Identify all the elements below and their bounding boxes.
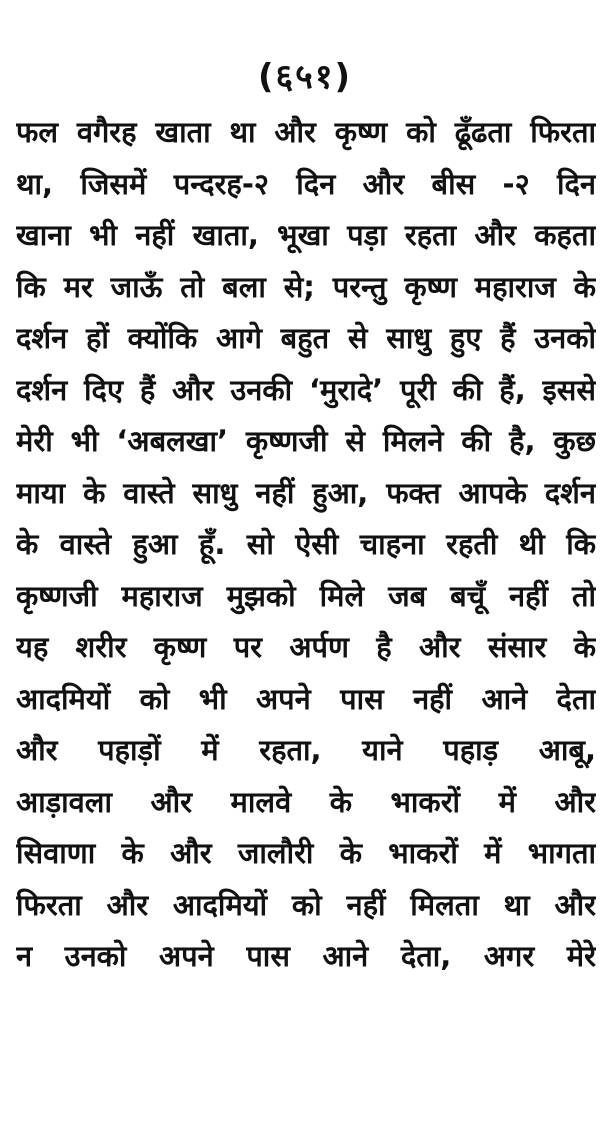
text-line: कृष्णजी महाराज मुझको मिले जब बचूँ नहीं तो — [16, 578, 596, 613]
text-line: न उनको अपने पास आने देता, अगर मेरे — [16, 939, 596, 973]
text-line: फिरता और आदमियों को नहीं मिलता था और — [16, 887, 596, 922]
text-line: खाना भी नहीं खाता, भूखा पड़ा रहता और कहता — [16, 218, 596, 252]
text-line: दर्शन हों क्योंकि आगे बहुत से साधु हुए हैं उनको — [16, 321, 596, 355]
text-line: आड़ावला और मालवे के भाकरों में और — [16, 784, 596, 819]
text-line: के वास्ते हुआ हूँ. सो ऐसी चाहना रहती थी कि — [16, 527, 596, 561]
text-line: फल वगैरह खाता था और कृष्ण को ढूँढता फिरता — [16, 115, 596, 149]
page-number: (६५१) — [257, 57, 353, 97]
text-line: सिवाणा के और जालौरी के भाकरों में भागता — [16, 836, 596, 870]
text-line: मेरी भी ‘अबलखा’ कृष्णजी से मिलने की है, कुछ — [16, 424, 596, 458]
text-line: आदमियों को भी अपने पास नहीं आने देता — [16, 681, 596, 716]
text-line: कि मर जाऊँ तो बला से; परन्तु कृष्ण महाराज के — [16, 269, 596, 304]
text-line: माया के वास्ते साधु नहीं हुआ, फक्त आपके दर्शन — [16, 475, 596, 510]
text-line: यह शरीर कृष्ण पर अर्पण है और संसार के — [16, 630, 596, 664]
text-line: दर्शन दिए हैं और उनकी ‘मुरादे’ पूरी की हैं, इससे — [16, 372, 596, 407]
body-text — [16, 107, 596, 983]
text-line: था, जिसमें पन्दरह-२ दिन और बीस -२ दिन — [16, 166, 596, 201]
text-line: और पहाड़ों में रहता, याने पहाड़ आबू, — [16, 733, 596, 767]
